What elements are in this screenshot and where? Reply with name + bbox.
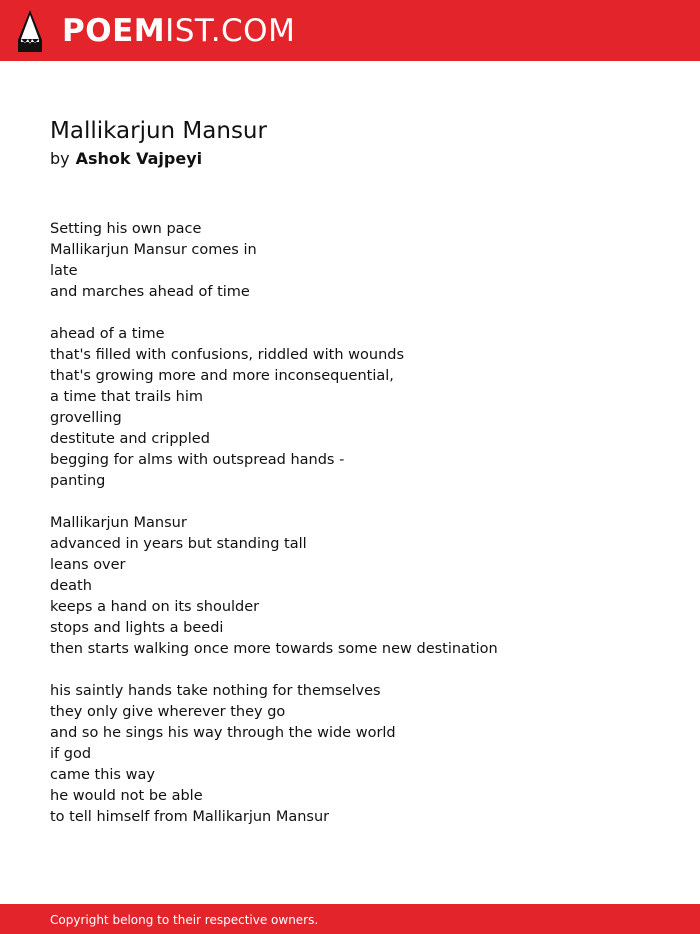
stanza: [50, 219, 498, 303]
poem-line: came this way: [50, 767, 155, 783]
poem-line: and marches ahead of time: [50, 284, 250, 300]
poem-line: that's filled with confusions, riddled with wounds: [50, 347, 405, 363]
poem-line: advanced in years but standing tall: [50, 536, 307, 552]
poem-line: destitute and crippled: [50, 431, 210, 447]
site-header: [0, 0, 700, 61]
pencil-tip-icon[interactable]: [18, 10, 42, 52]
poem-line: if god: [50, 746, 92, 762]
poem-line: Mallikarjun Mansur: [50, 515, 187, 531]
poem-line: leans over: [50, 557, 126, 573]
poem-line: that's growing more and more inconsequential,: [50, 368, 394, 384]
stanza-gap: [50, 660, 498, 681]
poem-line: then starts walking once more towards some new destination: [50, 641, 498, 657]
poem-body: [50, 219, 498, 828]
poem-line: keeps a hand on its shoulder: [50, 599, 260, 615]
poem-line: he would not be able: [50, 788, 203, 804]
poem-line: begging for alms with outspread hands -: [50, 452, 345, 468]
copyright-notice: Copyright belong to their respective owners.: [50, 913, 319, 927]
poem-line: a time that trails him: [50, 389, 204, 405]
poem-line: stops and lights a beedi: [50, 620, 224, 636]
poem-line: Mallikarjun Mansur comes in: [50, 242, 257, 258]
poem-line: to tell himself from Mallikarjun Mansur: [50, 809, 330, 825]
poem-line: they only give wherever they go: [50, 704, 286, 720]
poem-line: and so he sings his way through the wide world: [50, 725, 396, 741]
stanza: [50, 681, 498, 828]
poem-line: ahead of a time: [50, 326, 165, 342]
site-logo[interactable]: [62, 13, 295, 49]
poem-title: Mallikarjun Mansur: [50, 118, 267, 144]
stanza: [50, 513, 498, 660]
stanza-gap: [50, 492, 498, 513]
poem-line: panting: [50, 473, 106, 489]
stanza-gap: [50, 303, 498, 324]
by-label: by: [50, 149, 70, 168]
logo-bold-text: POEM: [62, 13, 166, 49]
stanza: [50, 324, 498, 492]
poem-line: grovelling: [50, 410, 122, 426]
poem-line: Setting his own pace: [50, 221, 202, 237]
site-footer: [0, 904, 700, 934]
logo-light-text: IST.COM: [165, 13, 296, 49]
poem-line: late: [50, 263, 78, 279]
poem-line: death: [50, 578, 92, 594]
author-name: Ashok Vajpeyi: [75, 149, 203, 168]
poem-line: his saintly hands take nothing for themselves: [50, 683, 381, 699]
byline: [50, 148, 202, 170]
